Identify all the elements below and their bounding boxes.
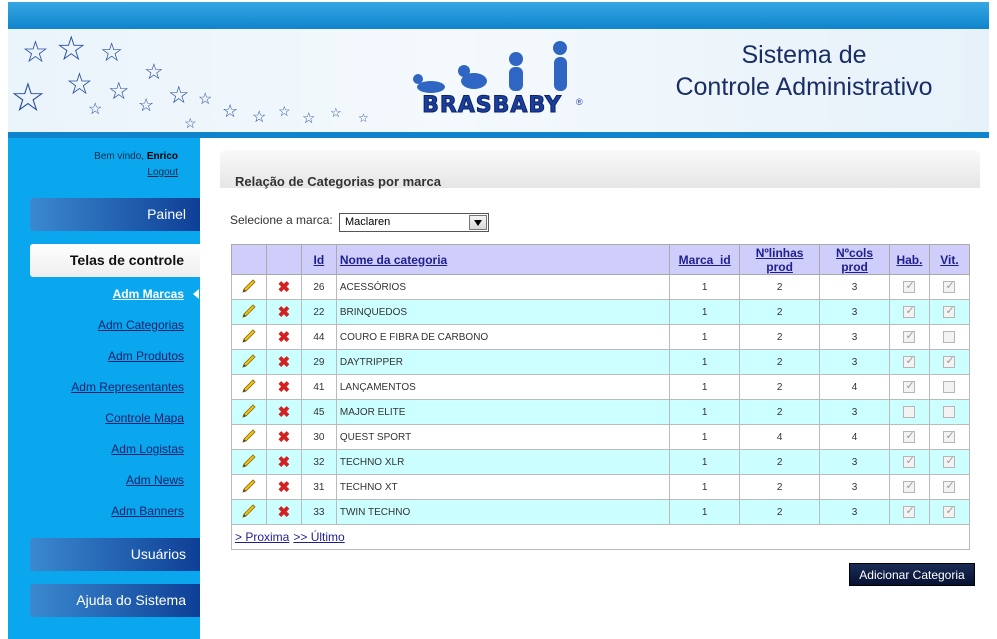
hab-checkbox[interactable] [903, 456, 915, 468]
delete-cell [266, 500, 301, 525]
cell-vit [929, 400, 969, 425]
delete-x-icon[interactable]: ✖ [277, 353, 291, 371]
pager-row [232, 525, 970, 550]
welcome-prefix: Bem vindo, [94, 151, 147, 162]
sidebar-link-adm-categorias[interactable]: Adm Categorias [97, 318, 184, 332]
hab-checkbox[interactable] [903, 381, 915, 393]
select-brand-label: Selecione a marca: [230, 213, 333, 227]
table-row [232, 350, 970, 375]
hab-checkbox[interactable] [903, 306, 915, 318]
delete-x-icon[interactable]: ✖ [277, 378, 291, 396]
cell-hab [890, 425, 930, 450]
vit-checkbox[interactable] [943, 331, 955, 343]
sidebar-link-adm-produtos[interactable]: Adm Produtos [107, 349, 184, 363]
menu-telas-de-controle-button[interactable]: Telas de controle [30, 244, 200, 277]
col-nome-header[interactable]: Nome da categoria [336, 245, 669, 275]
cell-linhas: 2 [740, 275, 820, 300]
sidebar-link-adm-marcas[interactable]: Adm Marcas [112, 287, 184, 301]
table-row [232, 500, 970, 525]
star-icon: ☆ [278, 103, 291, 119]
table-row [232, 275, 970, 300]
edit-cell [232, 300, 267, 325]
brand-select[interactable] [339, 213, 489, 232]
cell-id: 41 [301, 375, 336, 400]
table-header-row [232, 245, 970, 275]
cell-vit [929, 275, 969, 300]
sidebar-link-adm-banners[interactable]: Adm Banners [111, 504, 184, 518]
cell-id: 22 [301, 300, 336, 325]
chevron-down-icon[interactable] [469, 215, 487, 230]
cell-nome: TECHNO XLR [336, 450, 669, 475]
cell-id: 32 [301, 450, 336, 475]
cell-id: 44 [301, 325, 336, 350]
delete-cell [266, 350, 301, 375]
edit-cell [232, 475, 267, 500]
pencil-edit-icon[interactable] [241, 403, 257, 422]
cell-nome: QUEST SPORT [336, 425, 669, 450]
active-indicator-arrow-icon [193, 289, 199, 299]
sidebar-link-adm-logistas[interactable]: Adm Logistas [111, 442, 184, 456]
pencil-edit-icon[interactable] [241, 353, 257, 372]
hab-checkbox[interactable] [903, 331, 915, 343]
cell-linhas: 2 [740, 500, 820, 525]
cell-vit [929, 450, 969, 475]
babies-illustration-icon [406, 39, 586, 99]
cell-cols: 3 [820, 275, 890, 300]
pencil-edit-icon[interactable] [241, 453, 257, 472]
cell-linhas: 2 [740, 375, 820, 400]
pencil-edit-icon[interactable] [241, 278, 257, 297]
table-row [232, 375, 970, 400]
col-vit-header[interactable]: Vit. [929, 245, 969, 275]
pager-cell [232, 525, 970, 550]
section-title: Relação de Categorias por marca [235, 174, 441, 189]
table-row [232, 425, 970, 450]
cell-vit [929, 300, 969, 325]
pencil-edit-icon[interactable] [241, 303, 257, 322]
categories-table [231, 244, 970, 550]
cell-nome: DAYTRIPPER [336, 350, 669, 375]
star-icon: ☆ [108, 78, 130, 105]
cell-hab [890, 450, 930, 475]
cell-id: 33 [301, 500, 336, 525]
col-linhas-header[interactable]: Nºlinhas prod [740, 245, 820, 275]
vit-checkbox[interactable] [943, 306, 955, 318]
menu-painel-button[interactable]: Painel [30, 198, 200, 231]
star-icon: ☆ [302, 110, 316, 127]
cell-vit [929, 425, 969, 450]
vit-checkbox[interactable] [943, 281, 955, 293]
table-row [232, 325, 970, 350]
sidebar-link-adm-news[interactable]: Adm News [125, 473, 184, 487]
star-icon: ☆ [100, 37, 124, 67]
hab-checkbox[interactable] [903, 431, 915, 443]
star-icon: ☆ [330, 105, 342, 120]
pencil-edit-icon[interactable] [241, 478, 257, 497]
edit-cell [232, 425, 267, 450]
system-title [628, 39, 980, 103]
table-body [232, 275, 970, 525]
vit-checkbox[interactable] [943, 506, 955, 518]
cell-linhas: 2 [740, 450, 820, 475]
edit-cell [232, 325, 267, 350]
cell-id: 30 [301, 425, 336, 450]
table-row [232, 300, 970, 325]
vit-checkbox[interactable] [943, 481, 955, 493]
col-edit-header [232, 245, 267, 275]
pencil-edit-icon[interactable] [241, 428, 257, 447]
cell-id: 45 [301, 400, 336, 425]
cell-nome: TECHNO XT [336, 475, 669, 500]
cell-id: 26 [301, 275, 336, 300]
cell-cols: 3 [820, 475, 890, 500]
cell-linhas: 2 [740, 350, 820, 375]
star-icon: ☆ [66, 68, 93, 101]
edit-cell [232, 400, 267, 425]
cell-nome: LANÇAMENTOS [336, 375, 669, 400]
hab-checkbox[interactable] [903, 481, 915, 493]
delete-x-icon[interactable]: ✖ [277, 403, 291, 421]
cell-nome: BRINQUEDOS [336, 300, 669, 325]
cell-cols: 3 [820, 400, 890, 425]
col-hab-header[interactable]: Hab. [890, 245, 930, 275]
cell-id: 31 [301, 475, 336, 500]
table-row [232, 475, 970, 500]
cell-hab [890, 400, 930, 425]
menu-ajuda-button[interactable]: Ajuda do Sistema [30, 584, 200, 617]
cell-id: 29 [301, 350, 336, 375]
cell-cols: 4 [820, 425, 890, 450]
system-title-line2: Controle Administrativo [675, 73, 933, 101]
cell-marca-id: 1 [670, 450, 740, 475]
star-icon: ☆ [184, 115, 197, 131]
pager-next-link[interactable]: > Proxima [235, 530, 290, 544]
delete-cell [266, 425, 301, 450]
cell-hab [890, 300, 930, 325]
cell-vit [929, 475, 969, 500]
delete-x-icon[interactable]: ✖ [277, 328, 291, 346]
header-top-bar [8, 2, 989, 29]
cell-marca-id: 1 [670, 425, 740, 450]
delete-x-icon[interactable]: ✖ [277, 278, 291, 296]
cell-cols: 3 [820, 450, 890, 475]
cell-vit [929, 375, 969, 400]
delete-cell [266, 450, 301, 475]
cell-nome: MAJOR ELITE [336, 400, 669, 425]
cell-marca-id: 1 [670, 275, 740, 300]
hab-checkbox[interactable] [903, 356, 915, 368]
user-name: Enrico [146, 151, 178, 162]
logo-registered-mark: ® [576, 97, 583, 107]
sidebar-link-controle-mapa[interactable]: Controle Mapa [105, 411, 184, 425]
hab-checkbox[interactable] [903, 506, 915, 518]
add-category-button[interactable]: Adicionar Categoria [849, 563, 975, 586]
cell-cols: 3 [820, 325, 890, 350]
star-icon: ☆ [22, 36, 49, 69]
brand-select-value: Maclaren [345, 216, 391, 228]
logo-text: BRASBABY [422, 93, 562, 118]
pencil-edit-icon[interactable] [241, 328, 257, 347]
delete-cell [266, 300, 301, 325]
brasbaby-logo [406, 39, 586, 127]
cell-cols: 3 [820, 300, 890, 325]
sidebar [8, 138, 200, 639]
col-id-header[interactable]: Id [301, 245, 336, 275]
cell-hab [890, 475, 930, 500]
cell-marca-id: 1 [670, 375, 740, 400]
delete-x-icon[interactable]: ✖ [277, 503, 291, 521]
cell-nome: TWIN TECHNO [336, 500, 669, 525]
cell-linhas: 2 [740, 400, 820, 425]
star-icon: ☆ [168, 82, 190, 109]
system-title-line1: Sistema de [741, 41, 867, 69]
hab-checkbox[interactable] [903, 281, 915, 293]
star-icon: ☆ [56, 30, 87, 68]
cell-cols: 4 [820, 375, 890, 400]
col-cols-header[interactable]: Nºcols prod [820, 245, 890, 275]
logout-link[interactable]: Logout [147, 167, 178, 178]
cell-marca-id: 1 [670, 350, 740, 375]
cell-vit [929, 350, 969, 375]
star-icon: ☆ [138, 95, 155, 115]
table-row [232, 400, 970, 425]
hab-checkbox[interactable] [903, 406, 915, 418]
delete-x-icon[interactable]: ✖ [277, 428, 291, 446]
star-icon: ☆ [198, 91, 213, 108]
cell-hab [890, 350, 930, 375]
star-icon: ☆ [88, 101, 103, 118]
cell-hab [890, 375, 930, 400]
vit-checkbox[interactable] [943, 431, 955, 443]
delete-x-icon[interactable]: ✖ [277, 478, 291, 496]
cell-vit [929, 325, 969, 350]
cell-linhas: 2 [740, 325, 820, 350]
delete-cell [266, 475, 301, 500]
star-icon: ☆ [10, 76, 46, 120]
cell-hab [890, 275, 930, 300]
col-marca-id-header[interactable]: Marca_id [670, 245, 740, 275]
edit-cell [232, 500, 267, 525]
edit-cell [232, 350, 267, 375]
col-delete-header [266, 245, 301, 275]
delete-cell [266, 400, 301, 425]
star-icon: ☆ [144, 59, 164, 84]
vit-checkbox[interactable] [943, 381, 955, 393]
delete-x-icon[interactable]: ✖ [277, 303, 291, 321]
menu-usuarios-button[interactable]: Usuários [30, 538, 200, 571]
delete-cell [266, 325, 301, 350]
cell-cols: 3 [820, 350, 890, 375]
cell-nome: ACESSÓRIOS [336, 275, 669, 300]
cell-cols: 3 [820, 500, 890, 525]
vit-checkbox[interactable] [943, 406, 955, 418]
cell-hab [890, 325, 930, 350]
star-icon: ☆ [222, 101, 239, 121]
edit-cell [232, 275, 267, 300]
vit-checkbox[interactable] [943, 456, 955, 468]
vit-checkbox[interactable] [943, 356, 955, 368]
pencil-edit-icon[interactable] [241, 503, 257, 522]
table-row [232, 450, 970, 475]
delete-cell [266, 375, 301, 400]
cell-nome: COURO E FIBRA DE CARBONO [336, 325, 669, 350]
star-icon: ☆ [252, 109, 267, 126]
welcome-text [18, 151, 178, 162]
delete-x-icon[interactable]: ✖ [277, 453, 291, 471]
pencil-edit-icon[interactable] [241, 378, 257, 397]
cell-marca-id: 1 [670, 300, 740, 325]
cell-marca-id: 1 [670, 325, 740, 350]
cell-linhas: 4 [740, 425, 820, 450]
edit-cell [232, 450, 267, 475]
star-icon: ☆ [358, 111, 369, 125]
cell-vit [929, 500, 969, 525]
cell-linhas: 2 [740, 475, 820, 500]
delete-cell [266, 275, 301, 300]
sidebar-link-adm-representantes[interactable]: Adm Representantes [71, 380, 184, 394]
cell-marca-id: 1 [670, 400, 740, 425]
pager-last-link[interactable]: >> Último [293, 530, 345, 544]
cell-linhas: 2 [740, 300, 820, 325]
header-banner [8, 29, 989, 132]
section-header [220, 150, 980, 188]
cell-marca-id: 1 [670, 475, 740, 500]
cell-marca-id: 1 [670, 500, 740, 525]
cell-hab [890, 500, 930, 525]
edit-cell [232, 375, 267, 400]
